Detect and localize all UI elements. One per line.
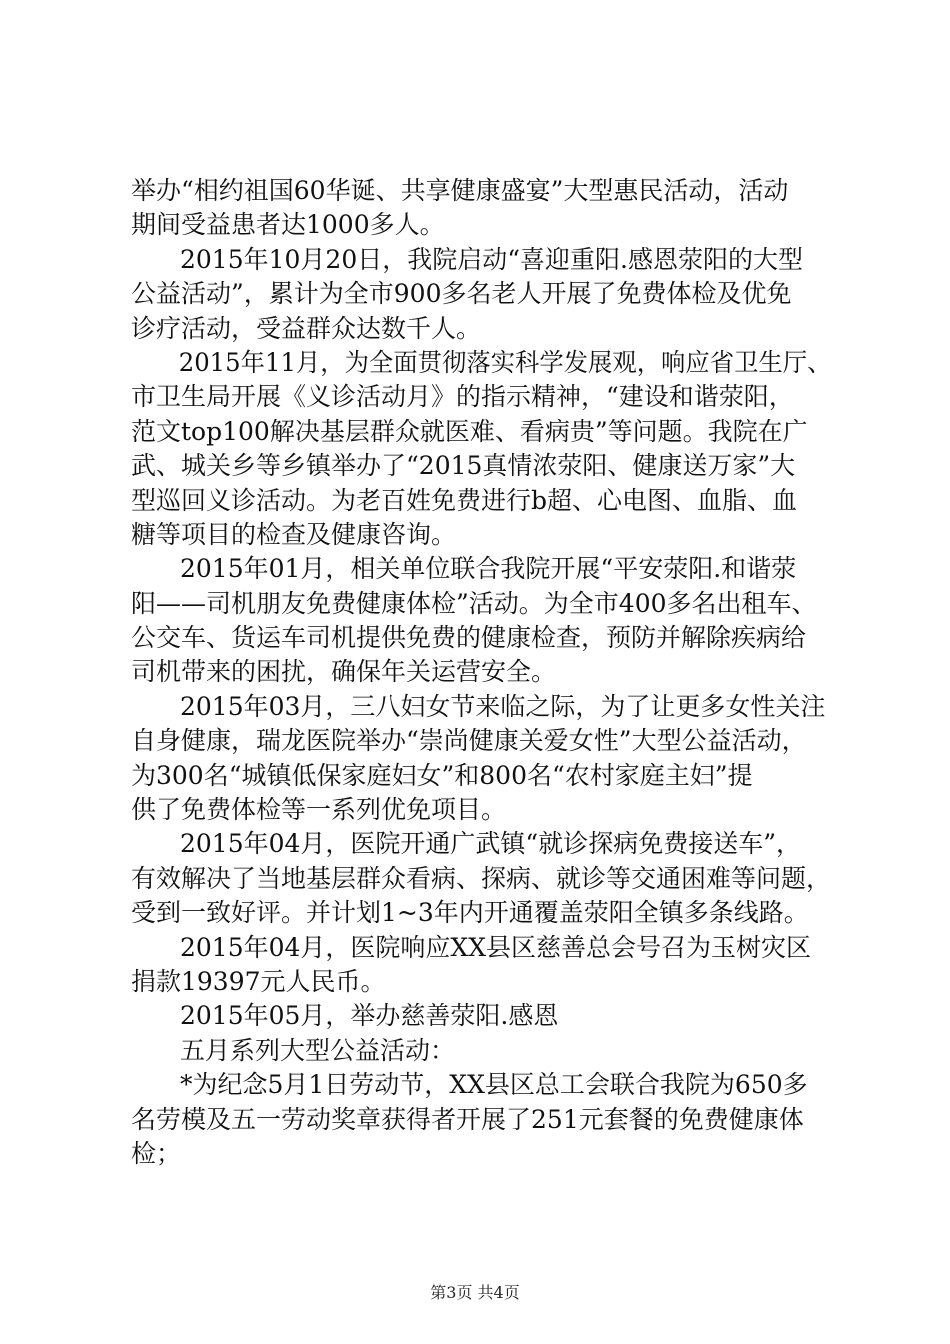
text-line: 检； — [131, 1138, 182, 1168]
paragraph-start-line: 2015年11月，为全面贯彻落实科学发展观，响应省卫生厅、 — [178, 347, 831, 377]
text-line: 型巡回义诊活动。为老百姓免费进行b超、心电图、血脂、血 — [131, 485, 798, 515]
text-line: 阳——司机朋友免费健康体检”活动。为全市400多名出租车、 — [131, 588, 817, 618]
text-line: 举办“相约祖国60华诞、共享健康盛宴”大型惠民活动，活动 — [131, 176, 789, 205]
page-footer: 第3页 共4页 — [430, 1283, 520, 1302]
paragraph-start-line: 五月系列大型公益活动： — [180, 1035, 456, 1065]
text-line: 武、城关乡等乡镇举办了“2015真情浓荥阳、健康送万家”大 — [131, 451, 796, 481]
text-line: 范文top100解决基层群众就医难、看病贵”等问题。我院在广 — [131, 416, 808, 446]
text-line: 自身健康，瑞龙医院举办“崇尚健康关爱女性”大型公益活动， — [131, 726, 807, 756]
document-body — [131, 174, 831, 1174]
text-line: 糖等项目的检查及健康咨询。 — [131, 519, 457, 549]
paragraph-start-line: 2015年01月，相关单位联合我院开展“平安荥阳.和谐荥 — [180, 554, 797, 584]
text-line: 公交车、货运车司机提供免费的健康检查，预防并解除疾病给 — [131, 623, 807, 653]
paragraph-start-line: 2015年04月，医院开通广武镇“就诊探病免费接送车”， — [180, 829, 801, 859]
paragraph-start-line: 2015年04月，医院响应XX县区慈善总会号召为玉树灾区 — [180, 932, 812, 962]
text-line: 名劳模及五一劳动奖章获得者开展了251元套餐的免费健康体 — [131, 1104, 804, 1134]
paragraph-start-line: 2015年05月，举办慈善荥阳.感恩 — [180, 1001, 559, 1031]
bullet-line — [131, 1171, 831, 1174]
text-line: 市卫生局开展《义诊活动月》的指示精神，“建设和谐荥阳， — [131, 382, 794, 412]
text-line: 司机带来的困扰，确保年关运营安全。 — [131, 657, 557, 687]
text-line: 捐款19397元人民币。 — [131, 966, 386, 996]
paragraph-start-line: 2015年10月20日，我院启动“喜迎重阳.感恩荥阳的大型 — [180, 244, 803, 274]
paragraph-start-line: 2015年03月，三八妇女节来临之际，为了让更多女性关注 — [180, 691, 826, 721]
text-line: 为300名“城镇低保家庭妇女”和800名“农村家庭主妇”提 — [131, 760, 753, 790]
text-line: 公益活动”，累计为全市900多名老人开展了免费体检及优免 — [131, 279, 792, 309]
bullet-line: *为纪念5月1日劳动节，XX县区总工会联合我院为650多 — [180, 1070, 808, 1100]
text-line: 供了免费体检等一系列优免项目。 — [131, 795, 507, 825]
text-line: 有效解决了当地基层群众看病、探病、就诊等交通困难等问题， — [131, 863, 831, 893]
text-line: 期间受益患者达1000多人。 — [131, 210, 445, 240]
text-line: 受到一致好评。并计划1~3年内开通覆盖荥阳全镇多条线路。 — [131, 898, 809, 928]
text-line: 诊疗活动，受益群众达数千人。 — [131, 313, 482, 343]
